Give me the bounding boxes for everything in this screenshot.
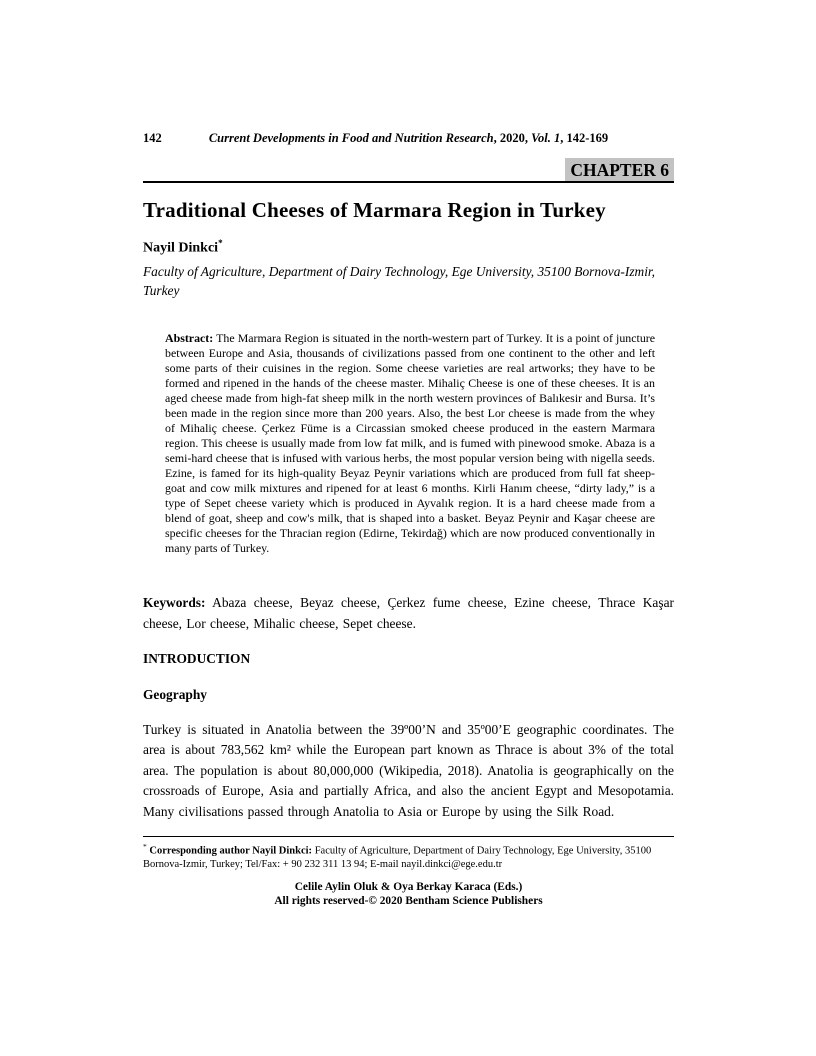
page-footer xyxy=(143,880,674,908)
introduction-heading: INTRODUCTION xyxy=(143,650,251,666)
chapter-rule xyxy=(143,158,674,183)
author-name: Nayil Dinkci xyxy=(143,240,219,256)
footnote-text: Faculty of Agriculture, Department of Dairy Technology, Ege University, 35100 Bornova-Izmir, Turkey; Tel/Fax: + 90 232 311 13 94; E-mail nayil.dinkci@ege.edu.tr xyxy=(143,845,652,870)
running-title-volume: Vol. 1 xyxy=(531,131,561,145)
author-line xyxy=(143,238,674,257)
footer-editors: Celile Aylin Oluk & Oya Berkay Karaca (Eds.) xyxy=(294,881,523,894)
footnote-label: Corresponding author Nayil Dinkci: xyxy=(149,845,313,857)
chapter-badge: CHAPTER 6 xyxy=(565,158,674,181)
running-head xyxy=(143,131,674,147)
running-title-journal: Current Developments in Food and Nutrition Research xyxy=(208,131,494,145)
abstract-paragraph xyxy=(165,331,655,556)
running-title xyxy=(143,131,674,146)
running-title-year: , 2020, xyxy=(493,131,532,145)
page-content xyxy=(143,0,674,908)
footnote-marker: * xyxy=(143,841,147,851)
keywords-text: Abaza cheese, Beyaz cheese, Çerkez fume cheese, Ezine cheese, Thrace Kaşar cheese, Lor cheese, Mihalic cheese, Sepet cheese. xyxy=(143,594,674,631)
keywords-label: Keywords: xyxy=(143,594,206,610)
chapter-title: Traditional Cheeses of Marmara Region in Turkey xyxy=(143,198,606,222)
footer-rights: All rights reserved-© 2020 Bentham Science Publishers xyxy=(274,895,543,908)
running-title-pages: , 142-169 xyxy=(560,131,609,145)
abstract-label: Abstract: xyxy=(165,330,214,345)
geography-paragraph: Turkey is situated in Anatolia between the 39º00’N and 35º00’E geographic coordinates. The area is about 783,562 km² while the European part known as Thrace is about 3% of the total area. The population is about 80,000,000 (Wikipedia, 2018). Anatolia is geographically on the crossroads of Europe, Asia and partially Africa, and also the ancient Egypt and Mesopotamia. Many civilisations passed through Anatolia to Asia or Europe by using the Silk Road. xyxy=(143,721,674,819)
author-affiliation: Faculty of Agriculture, Department of Dairy Technology, Ege University, 35100 Bornova-Izmir, Turkey xyxy=(143,263,655,298)
abstract-text: The Marmara Region is situated in the north-western part of Turkey. It is a point of juncture between Europe and Asia, thousands of civilizations passed from one continent to the other and left some parts of their cuisines in the region. Some cheese varieties are real artworks; they have to be formed and ripened in the hands of the cheese master. Mihaliç Cheese is one of these cheeses. It is an aged cheese made from high-fat sheep milk in the north western provinces of Balıkesir and Bursa. It’s been made in the region since more than 200 years. Also, the best Lor cheese is made from the whey of Mihaliç cheese. Çerkez Füme is a Circassian smoked cheese produced in the eastern Marmara region. This cheese is usually made from low fat milk, and is fumed with pinewood smoke. Abaza is a semi-hard cheese that is infused with various herbs, the most popular version being with nigella seeds. Ezine, is famed for its high-quality Beyaz Peynir variations which are produced from full fat sheep-goat and cow milk mixtures and ripened for at least 6 months. Kirli Hanım cheese, “dirty lady,” is a type of Sepet cheese variety which is produced in Ayvalık region. It is a hard cheese made from a blend of goat, sheep and cow's milk, that is shaped into a basket. Beyaz Peynir and Kaşar cheese are specific cheeses for the Thracian region (Edirne, Tekirdağ) which are now produced conventionally in many parts of Turkey. xyxy=(165,330,655,555)
geography-heading: Geography xyxy=(143,686,207,702)
corresponding-author-marker: * xyxy=(218,238,223,248)
corresponding-author-footnote xyxy=(143,836,674,872)
page-number: 142 xyxy=(143,131,162,145)
keywords-paragraph xyxy=(143,592,674,634)
